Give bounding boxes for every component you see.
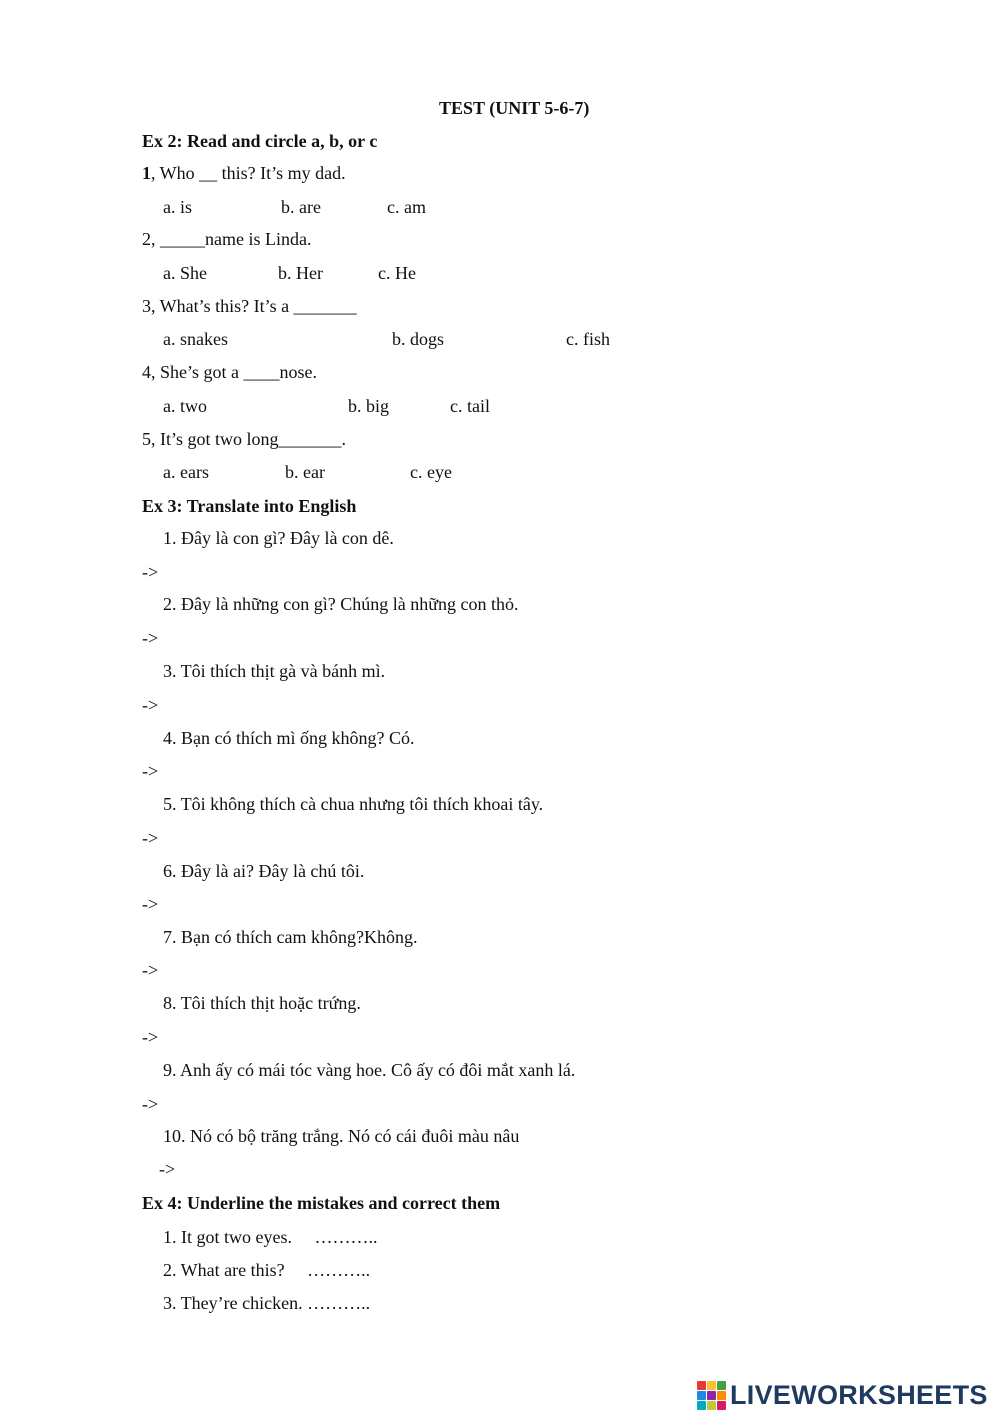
answer-arrow-10[interactable]: ->	[159, 1159, 176, 1179]
sentence[interactable]: 1. It got two eyes.	[163, 1227, 292, 1247]
ex4-item-1	[163, 1226, 377, 1248]
correction-blank[interactable]: ………..	[314, 1227, 378, 1247]
option-c[interactable]: c. tail	[450, 396, 490, 416]
option-c[interactable]: c. eye	[410, 462, 452, 482]
option-b[interactable]: b. Her	[278, 263, 323, 283]
logo-square	[717, 1381, 726, 1390]
gap	[285, 1260, 308, 1280]
ex2-question-5: 5, It’s got two long_______.	[142, 429, 347, 449]
option-c[interactable]: c. He	[378, 263, 416, 283]
ex3-item-8: 8. Tôi thích thịt hoặc trứng.	[163, 993, 361, 1013]
liveworksheets-logo[interactable]	[697, 1380, 988, 1410]
ex3-item-6: 6. Đây là ai? Đây là chú tôi.	[163, 861, 365, 881]
ex3-item-9: 9. Anh ấy có mái tóc vàng hoe. Cô ấy có đôi mắt xanh lá.	[163, 1060, 576, 1080]
answer-arrow-3[interactable]: ->	[142, 695, 159, 715]
option-a[interactable]: a. snakes	[163, 329, 228, 349]
logo-grid-icon	[697, 1381, 726, 1410]
logo-square	[697, 1401, 706, 1410]
answer-arrow-2[interactable]: ->	[142, 628, 159, 648]
ex2-heading: Ex 2: Read and circle a, b, or c	[142, 131, 378, 151]
logo-square	[697, 1381, 706, 1390]
option-a[interactable]: a. She	[163, 263, 207, 283]
sentence[interactable]: 3. They’re chicken.	[163, 1293, 303, 1313]
correction-blank[interactable]: ………..	[307, 1260, 371, 1280]
option-b[interactable]: b. ear	[285, 462, 325, 482]
option-c[interactable]: c. fish	[566, 329, 610, 349]
question-text: , Who __ this? It’s my dad.	[151, 163, 346, 183]
logo-square	[707, 1391, 716, 1400]
ex4-item-3	[163, 1292, 370, 1314]
ex3-item-2: 2. Đây là những con gì? Chúng là những con thỏ.	[163, 594, 519, 614]
option-c[interactable]: c. am	[387, 197, 426, 217]
answer-arrow-4[interactable]: ->	[142, 761, 159, 781]
logo-square	[697, 1391, 706, 1400]
ex2-question-2: 2, _____name is Linda.	[142, 229, 312, 249]
answer-arrow-7[interactable]: ->	[142, 960, 159, 980]
logo-text: LIVEWORKSHEETS	[730, 1379, 988, 1410]
answer-arrow-6[interactable]: ->	[142, 894, 159, 914]
answer-arrow-1[interactable]: ->	[142, 562, 159, 582]
gap	[292, 1227, 315, 1247]
ex3-item-7: 7. Bạn có thích cam không?Không.	[163, 927, 418, 947]
correction-blank[interactable]: ………..	[307, 1293, 371, 1313]
question-number: 1	[142, 163, 151, 183]
ex2-question-1	[142, 162, 346, 184]
ex3-heading: Ex 3: Translate into English	[142, 496, 357, 516]
answer-arrow-8[interactable]: ->	[142, 1027, 159, 1047]
logo-square	[707, 1381, 716, 1390]
ex4-item-2	[163, 1259, 370, 1281]
page-title: TEST (UNIT 5-6-7)	[439, 98, 590, 118]
logo-square	[707, 1401, 716, 1410]
option-a[interactable]: a. is	[163, 197, 192, 217]
logo-square	[717, 1401, 726, 1410]
ex4-heading: Ex 4: Underline the mistakes and correct them	[142, 1193, 501, 1213]
sentence[interactable]: 2. What are this?	[163, 1260, 285, 1280]
ex2-question-3: 3, What’s this? It’s a _______	[142, 296, 357, 316]
ex2-question-4: 4, She’s got a ____nose.	[142, 362, 317, 382]
answer-arrow-9[interactable]: ->	[142, 1094, 159, 1114]
option-b[interactable]: b. are	[281, 197, 321, 217]
option-a[interactable]: a. ears	[163, 462, 209, 482]
option-a[interactable]: a. two	[163, 396, 207, 416]
ex3-item-3: 3. Tôi thích thịt gà và bánh mì.	[163, 661, 386, 681]
ex3-item-1: 1. Đây là con gì? Đây là con dê.	[163, 528, 394, 548]
ex3-item-10: 10. Nó có bộ trăng trắng. Nó có cái đuôi màu nâu	[163, 1126, 520, 1146]
option-b[interactable]: b. dogs	[392, 329, 445, 349]
option-b[interactable]: b. big	[348, 396, 390, 416]
ex3-item-5: 5. Tôi không thích cà chua nhưng tôi thích khoai tây.	[163, 794, 544, 814]
answer-arrow-5[interactable]: ->	[142, 828, 159, 848]
ex3-item-4: 4. Bạn có thích mì ống không? Có.	[163, 728, 415, 748]
logo-square	[717, 1391, 726, 1400]
